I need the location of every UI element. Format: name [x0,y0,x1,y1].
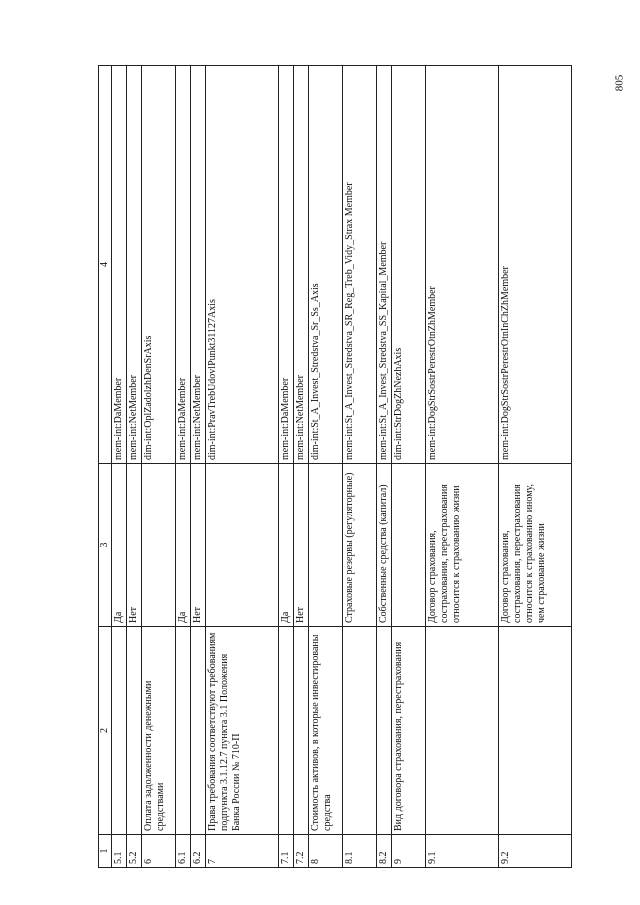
table-row [176,66,191,868]
table-row [499,66,572,868]
table-row [392,66,426,868]
cell-col-3: Да [112,464,127,627]
cell-col-2 [343,627,377,835]
cell-col-4: mem-int:DaMember [112,66,127,464]
column-header-1: 1 [99,835,112,868]
cell-col-3: Да [176,464,191,627]
cell-col-1: 7 [206,835,279,868]
cell-col-2 [127,627,142,835]
cell-col-4: mem-int:DogStrSostrPerestrOtnZhMember [426,66,499,464]
column-header-3: 3 [99,464,112,627]
cell-col-3: Да [279,464,294,627]
table-row [191,66,206,868]
column-header-4: 4 [99,66,112,464]
page-number [610,68,628,98]
cell-col-3 [309,464,343,627]
cell-col-3 [206,464,279,627]
cell-col-2 [499,627,572,835]
cell-col-3: Страховые резервы (регуляторные) [343,464,377,627]
cell-col-1: 7.1 [279,835,294,868]
cell-col-1: 9.1 [426,835,499,868]
cell-col-2 [191,627,206,835]
cell-col-1: 8.2 [377,835,392,868]
cell-col-2: Оплата задолженности денежными средствами [142,627,176,835]
rotated-table-container [98,66,547,868]
cell-col-2 [294,627,309,835]
cell-col-4: mem-int:DaMember [176,66,191,464]
header-row [99,66,112,868]
cell-col-1: 9.2 [499,835,572,868]
cell-col-4: mem-int:DogStrSostrPerestrOtnInChZhMember [499,66,572,464]
cell-col-4: mem-int:NetMember [127,66,142,464]
cell-col-2 [377,627,392,835]
cell-col-4: dim-int:StrDogZhNezhAxis [392,66,426,464]
cell-col-1: 6.2 [191,835,206,868]
table-row [426,66,499,868]
cell-col-3 [142,464,176,627]
cell-col-4: dim-int:OplZadolzhDenSrAxis [142,66,176,464]
cell-col-3: Договор страхования, сострахования, перестрахования относится к страхованию иному, чем страхование жизни [499,464,572,627]
cell-col-3: Нет [294,464,309,627]
table-row [112,66,127,868]
table-row [309,66,343,868]
cell-col-1: 8.1 [343,835,377,868]
cell-col-1: 5.2 [127,835,142,868]
table-row [294,66,309,868]
cell-col-4: dim-int:PravTrebUdovlPunkt31127Axis [206,66,279,464]
cell-col-4: mem-int:St_A_Invest_Stredstva_SS_Kapital_Member [377,66,392,464]
cell-col-2 [426,627,499,835]
cell-col-4: dim-int:St_A_Invest_Stredstva_Sr_Ss_Axis [309,66,343,464]
table-row [142,66,176,868]
cell-col-3: Собственные средства (капитал) [377,464,392,627]
cell-col-4: mem-int:NetMember [191,66,206,464]
column-header-2: 2 [99,627,112,835]
page-number-text: 805 [613,74,625,92]
cell-col-4: mem-int:DaMember [279,66,294,464]
data-table [98,65,572,868]
cell-col-1: 6.1 [176,835,191,868]
cell-col-1: 6 [142,835,176,868]
table-row [377,66,392,868]
cell-col-2: Вид договора страхования, перестрахования [392,627,426,835]
cell-col-1: 7.2 [294,835,309,868]
cell-col-4: mem-int:NetMember [294,66,309,464]
table-row [206,66,279,868]
cell-col-2: Стоимость активов, в которые инвестированы средства [309,627,343,835]
cell-col-2 [176,627,191,835]
cell-col-1: 8 [309,835,343,868]
cell-col-4: mem-int:St_A_Invest_Stredstva_SR_Reg_Treb_Vidy_Strax Member [343,66,377,464]
cell-col-1: 5.1 [112,835,127,868]
cell-col-3: Нет [191,464,206,627]
cell-col-2: Права требования соответствуют требованиям подпункта 3.1.12.7 пункта 3.1 Положения Банка России № 710-П [206,627,279,835]
cell-col-3: Договор страхования, сострахования, перестрахования относится к страхованию жизни [426,464,499,627]
cell-col-2 [279,627,294,835]
table-row [279,66,294,868]
table-row [343,66,377,868]
table-row [127,66,142,868]
table-body [112,66,572,868]
cell-col-2 [112,627,127,835]
cell-col-1: 9 [392,835,426,868]
cell-col-3 [392,464,426,627]
cell-col-3: Нет [127,464,142,627]
